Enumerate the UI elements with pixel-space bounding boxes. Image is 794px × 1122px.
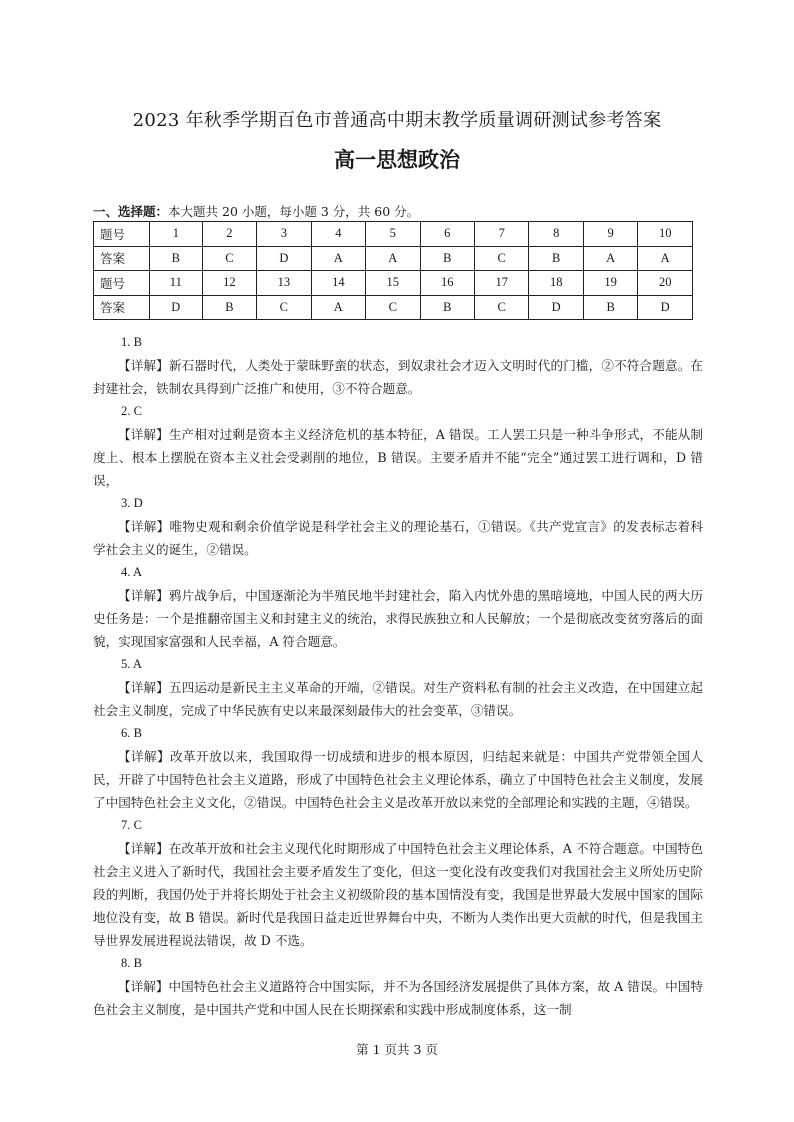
row-header-cell: 题号	[94, 271, 150, 296]
table-cell: 15	[366, 271, 420, 296]
table-cell: A	[366, 246, 420, 271]
answer-explanations	[93, 331, 703, 1021]
table-cell: C	[366, 295, 420, 320]
table-cell: 12	[202, 271, 256, 296]
page-footer: 第 1 页共 3 页	[356, 1042, 438, 1057]
table-cell: C	[474, 295, 528, 320]
table-cell: 9	[583, 222, 637, 247]
answer-table-row	[94, 295, 693, 320]
table-cell: 17	[474, 271, 528, 296]
table-cell: D	[529, 295, 583, 320]
table-cell: 2	[202, 222, 256, 247]
row-header-cell: 题号	[94, 222, 150, 247]
table-cell: 13	[257, 271, 311, 296]
answer-table	[93, 221, 693, 320]
table-cell: C	[474, 246, 528, 271]
answer-detail: 【详解】改革开放以来，我国取得一切成绩和进步的根本原因，归结起来就是：中国共产党带领全国人民，开辟了中国特色社会主义道路，形成了中国特色社会主义理论体系，确立了中国特色社会主义制度，发展了中国特色社会主义文化，②错误。中国特色社会主义是改革开放以来党的全部理论和实践的主题，④错误。	[93, 749, 703, 810]
document-title: 2023 年秋季学期百色市普通高中期末教学质量调研测试参考答案	[132, 110, 662, 131]
table-cell: 3	[257, 222, 311, 247]
question-answer: 3. D	[121, 496, 143, 510]
answer-table-row	[94, 222, 693, 247]
answer-detail: 【详解】中国特色社会主义道路符合中国实际，并不为各国经济发展提供了具体方案，故 A 错误。中国特色社会主义制度，是中国共产党和中国人民在长期探索和实践中形成制度体系，这一制	[93, 979, 703, 1017]
section-label: 一、选择题：	[93, 204, 169, 219]
table-cell: 1	[150, 222, 203, 247]
table-cell: D	[150, 295, 203, 320]
question-answer: 1. B	[121, 335, 142, 349]
answer-table-row	[94, 271, 693, 296]
row-header-cell: 答案	[94, 295, 150, 320]
table-cell: 7	[474, 222, 528, 247]
row-header-cell: 答案	[94, 246, 150, 271]
table-cell: 6	[420, 222, 474, 247]
table-cell: B	[529, 246, 583, 271]
table-cell: D	[638, 295, 693, 320]
question-answer: 7. C	[121, 818, 142, 832]
answer-table-row	[94, 246, 693, 271]
answer-detail: 【详解】在改革开放和社会主义现代化时期形成了中国特色社会主义理论体系，A 不符合题意。中国特色社会主义进入了新时代，我国社会主要矛盾发生了变化，但这一变化没有改变我们对我国社会主义所处历史阶段的判断，我国仍处于并将长期处于社会主义初级阶段的基本国情没有变，我国是世界最大发展中国家的国际地位没有变，故 B 错误。新时代是我国日益走近世界舞台中央，不断为人类作出更大贡献的时代，但是我国主导世界发展进程说法错误，故 D 不选。	[93, 841, 703, 948]
answer-detail: 【详解】新石器时代，人类处于蒙昧野蛮的状态，到奴隶社会才迈入文明时代的门槛，②不符合题意。在封建社会，铁制农具得到广泛推广和使用，③不符合题意。	[93, 358, 703, 396]
table-cell: B	[420, 246, 474, 271]
table-cell: B	[583, 295, 637, 320]
table-cell: 19	[583, 271, 637, 296]
table-cell: B	[420, 295, 474, 320]
table-cell: A	[583, 246, 637, 271]
subject-title: 高一思想政治	[334, 148, 460, 172]
section-description: 本大题共 20 小题，每小题 3 分，共 60 分。	[168, 204, 420, 219]
table-cell: 20	[638, 271, 693, 296]
question-answer: 5. A	[121, 657, 142, 671]
question-answer: 4. A	[121, 565, 142, 579]
answer-detail: 【详解】五四运动是新民主主义革命的开端，②错误。对生产资料私有制的社会主义改造，在中国建立起社会主义制度，完成了中华民族有史以来最深刻最伟大的社会变革，③错误。	[93, 680, 703, 718]
table-cell: 5	[366, 222, 420, 247]
question-answer: 6. B	[121, 726, 142, 740]
question-answer: 2. C	[121, 404, 142, 418]
answer-detail: 【详解】生产相对过剩是资本主义经济危机的基本特征，A 错误。工人罢工只是一种斗争形式，不能从制度上、根本上摆脱在资本主义社会受剥削的地位，B 错误。主要矛盾并不能“完全”通过罢工进行调和，D 错误，	[93, 427, 703, 488]
table-cell: 10	[638, 222, 693, 247]
table-cell: 11	[150, 271, 203, 296]
question-answer: 8. B	[121, 956, 142, 970]
table-cell: C	[257, 295, 311, 320]
table-cell: B	[202, 295, 256, 320]
table-cell: A	[311, 295, 365, 320]
table-cell: B	[150, 246, 203, 271]
table-cell: 8	[529, 222, 583, 247]
answer-detail: 【详解】唯物史观和剩余价值学说是科学社会主义的理论基石，①错误。《共产党宣言》的发表标志着科学社会主义的诞生，②错误。	[93, 519, 703, 557]
section-heading	[93, 202, 419, 220]
table-cell: 16	[420, 271, 474, 296]
table-cell: 18	[529, 271, 583, 296]
table-cell: 4	[311, 222, 365, 247]
table-cell: D	[257, 246, 311, 271]
answer-detail: 【详解】鸦片战争后，中国逐渐沦为半殖民地半封建社会，陷入内忧外患的黑暗境地，中国人民的两大历史任务是：一个是推翻帝国主义和封建主义的统治，求得民族独立和人民解放；一个是彻底改变贫穷落后的面貌，实现国家富强和人民幸福，A 符合题意。	[93, 588, 703, 649]
table-cell: A	[638, 246, 693, 271]
table-cell: C	[202, 246, 256, 271]
table-cell: A	[311, 246, 365, 271]
table-cell: 14	[311, 271, 365, 296]
